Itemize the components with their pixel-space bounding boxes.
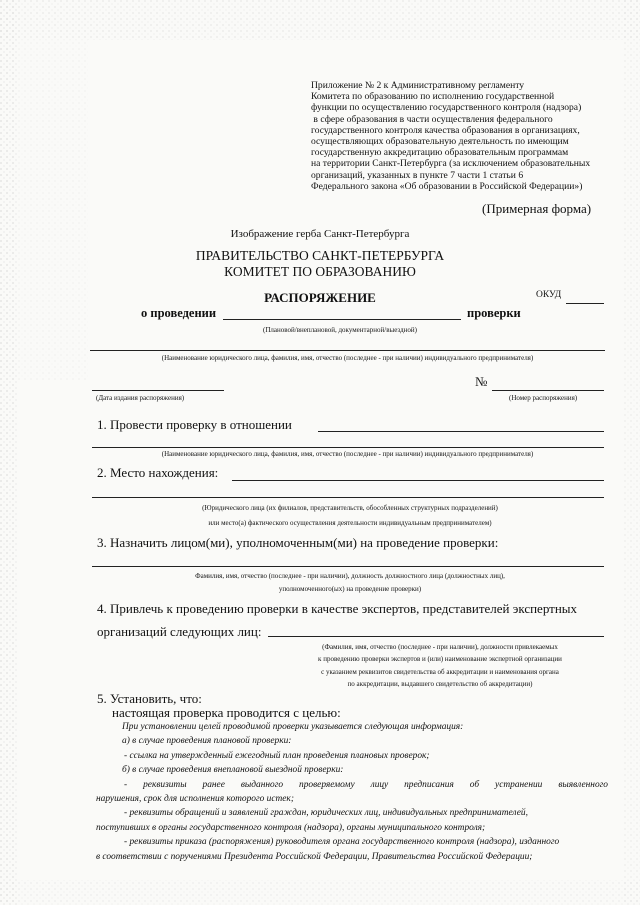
entity-field-line	[90, 350, 605, 351]
item-3-hint-2: уполномоченного(ых) на проведение проверки)	[278, 585, 422, 593]
number-sign: №	[475, 374, 488, 389]
instruction-line: - реквизиты обращений и заявлений граждан, юридических лиц, индивидуальных предпринимателей,	[124, 808, 528, 819]
appendix-line: на территории Санкт-Петербурга (за исключением образовательных	[311, 158, 591, 170]
instruction-line: - ссылка на утвержденный ежегодный план проведения плановых проверок;	[124, 750, 430, 761]
instruction-line: - реквизиты приказа (распоряжения) руководителя органа государственного контроля (надзора), изданного	[124, 837, 560, 848]
item-5-instructions	[96, 720, 608, 864]
entity-hint: (Наименование юридического лица, фамилия, имя, отчество (последнее - при наличии) индивидуального предпринимателя)	[161, 354, 534, 362]
item-1-field-line-2	[92, 447, 604, 448]
committee-heading: КОМИТЕТ ПО ОБРАЗОВАНИЮ	[224, 264, 416, 279]
instruction-line: в соответствии с поручениями Президента Российской Федерации, Правительства Российской Федерации;	[96, 851, 533, 862]
item-3-field-line	[92, 566, 604, 567]
item-4-label-line-1: 4. Привлечь к проведению проверки в качестве экспертов, представителей экспертных	[97, 601, 578, 616]
item-4-field-line	[268, 636, 604, 637]
instruction-line: нарушения, срок для исполнения которого истек;	[96, 794, 294, 805]
item-3-label: 3. Назначить лицом(ми), уполномоченным(ми) на проведение проверки:	[97, 535, 499, 550]
item-1-field-line	[318, 431, 604, 432]
document-title: РАСПОРЯЖЕНИЕ	[264, 290, 376, 305]
appendix-line: Приложение № 2 к Административному регламенту	[311, 80, 525, 91]
sample-form-label: (Примерная форма)	[482, 201, 592, 216]
item-5-sub: настоящая проверка проводится с целью:	[112, 705, 341, 720]
item-2-field-line	[232, 480, 604, 481]
item-4-hint	[275, 641, 605, 691]
appendix-line: функции по осуществлению государственного контроля (надзора)	[311, 102, 582, 114]
appendix-line: государственную аккредитацию образовательным программам	[311, 147, 569, 159]
item-3-hint-1: Фамилия, имя, отчество (последнее - при наличии), должность должностного лица (должностных лиц),	[195, 572, 505, 580]
issue-date-field-line	[92, 390, 224, 391]
item-5-label: 5. Установить, что:	[97, 691, 202, 706]
appendix-block	[311, 80, 611, 192]
government-heading: ПРАВИТЕЛЬСТВО САНКТ-ПЕТЕРБУРГА	[195, 248, 445, 263]
item-1-hint: (Наименование юридического лица, фамилия, имя, отчество (последнее - при наличии) индивидуального предпринимателя)	[161, 450, 534, 458]
item-2-field-line-2	[92, 497, 604, 498]
item-1-label: 1. Провести проверку в отношении	[97, 417, 292, 432]
appendix-line: организаций, указанных в пункте 7 части 1 статьи 6	[311, 169, 524, 181]
appendix-line: государственного контроля качества образования в организациях,	[311, 124, 580, 136]
item-2-label: 2. Место нахождения:	[97, 465, 219, 480]
instruction-line: - реквизиты ранее выданного проверяемому лицу предписания об устранении выявленного	[124, 779, 608, 790]
coat-of-arms-caption: Изображение герба Санкт-Петербурга	[230, 228, 410, 240]
appendix-line: осуществляющих образовательную деятельность по имеющим	[311, 136, 569, 148]
instruction-line: поступивших в органы государственного контроля (надзора), органы муниципального контроля;	[96, 822, 486, 833]
check-label: проверки	[467, 306, 521, 320]
okud-label: ОКУД	[536, 290, 562, 300]
item-4-label-line-2: организаций следующих лиц:	[97, 624, 262, 639]
instruction-line: а) в случае проведения плановой проверки:	[122, 736, 292, 747]
instruction-line: б) в случае проведения внеплановой выездной проверки:	[122, 765, 344, 776]
instruction-line: При установлении целей проводимой проверки указывается следующая информация:	[122, 722, 464, 732]
item-4-hint-line: с указанием реквизитов свидетельства об аккредитации и наименования органа	[321, 667, 559, 676]
about-label: о проведении	[141, 306, 217, 320]
issue-date-hint: (Дата издания распоряжения)	[96, 394, 185, 402]
item-2-hint-1: (Юридического лица (их филиалов, представительств, обособленных структурных подразделений)	[202, 504, 498, 512]
order-number-field-line	[492, 390, 604, 391]
item-2-hint-2: или место(а) фактического осуществления деятельности индивидуальным предпринимателем)	[208, 519, 492, 527]
appendix-line: Комитета по образованию по исполнению государственной	[311, 91, 555, 103]
order-number-hint: (Номер распоряжения)	[509, 394, 578, 402]
item-4-hint-line: к проведению проверки экспертов и (или) наименование экспертной организации	[318, 655, 562, 664]
item-4-hint-line: (Фамилия, имя, отчество (последнее - при наличии), должности привлекаемых	[322, 643, 558, 651]
appendix-line: Федерального закона «Об образовании в Российской Федерации»)	[311, 180, 583, 192]
okud-field-line	[566, 303, 604, 304]
appendix-line: в сфере образования в части осуществления федерального	[311, 113, 553, 125]
check-type-hint: (Плановой/внеплановой, документарной/выездной)	[263, 326, 417, 334]
item-4-hint-line: по аккредитации, выдавшего свидетельство об аккредитации)	[347, 680, 533, 689]
check-type-field-line	[223, 319, 461, 320]
